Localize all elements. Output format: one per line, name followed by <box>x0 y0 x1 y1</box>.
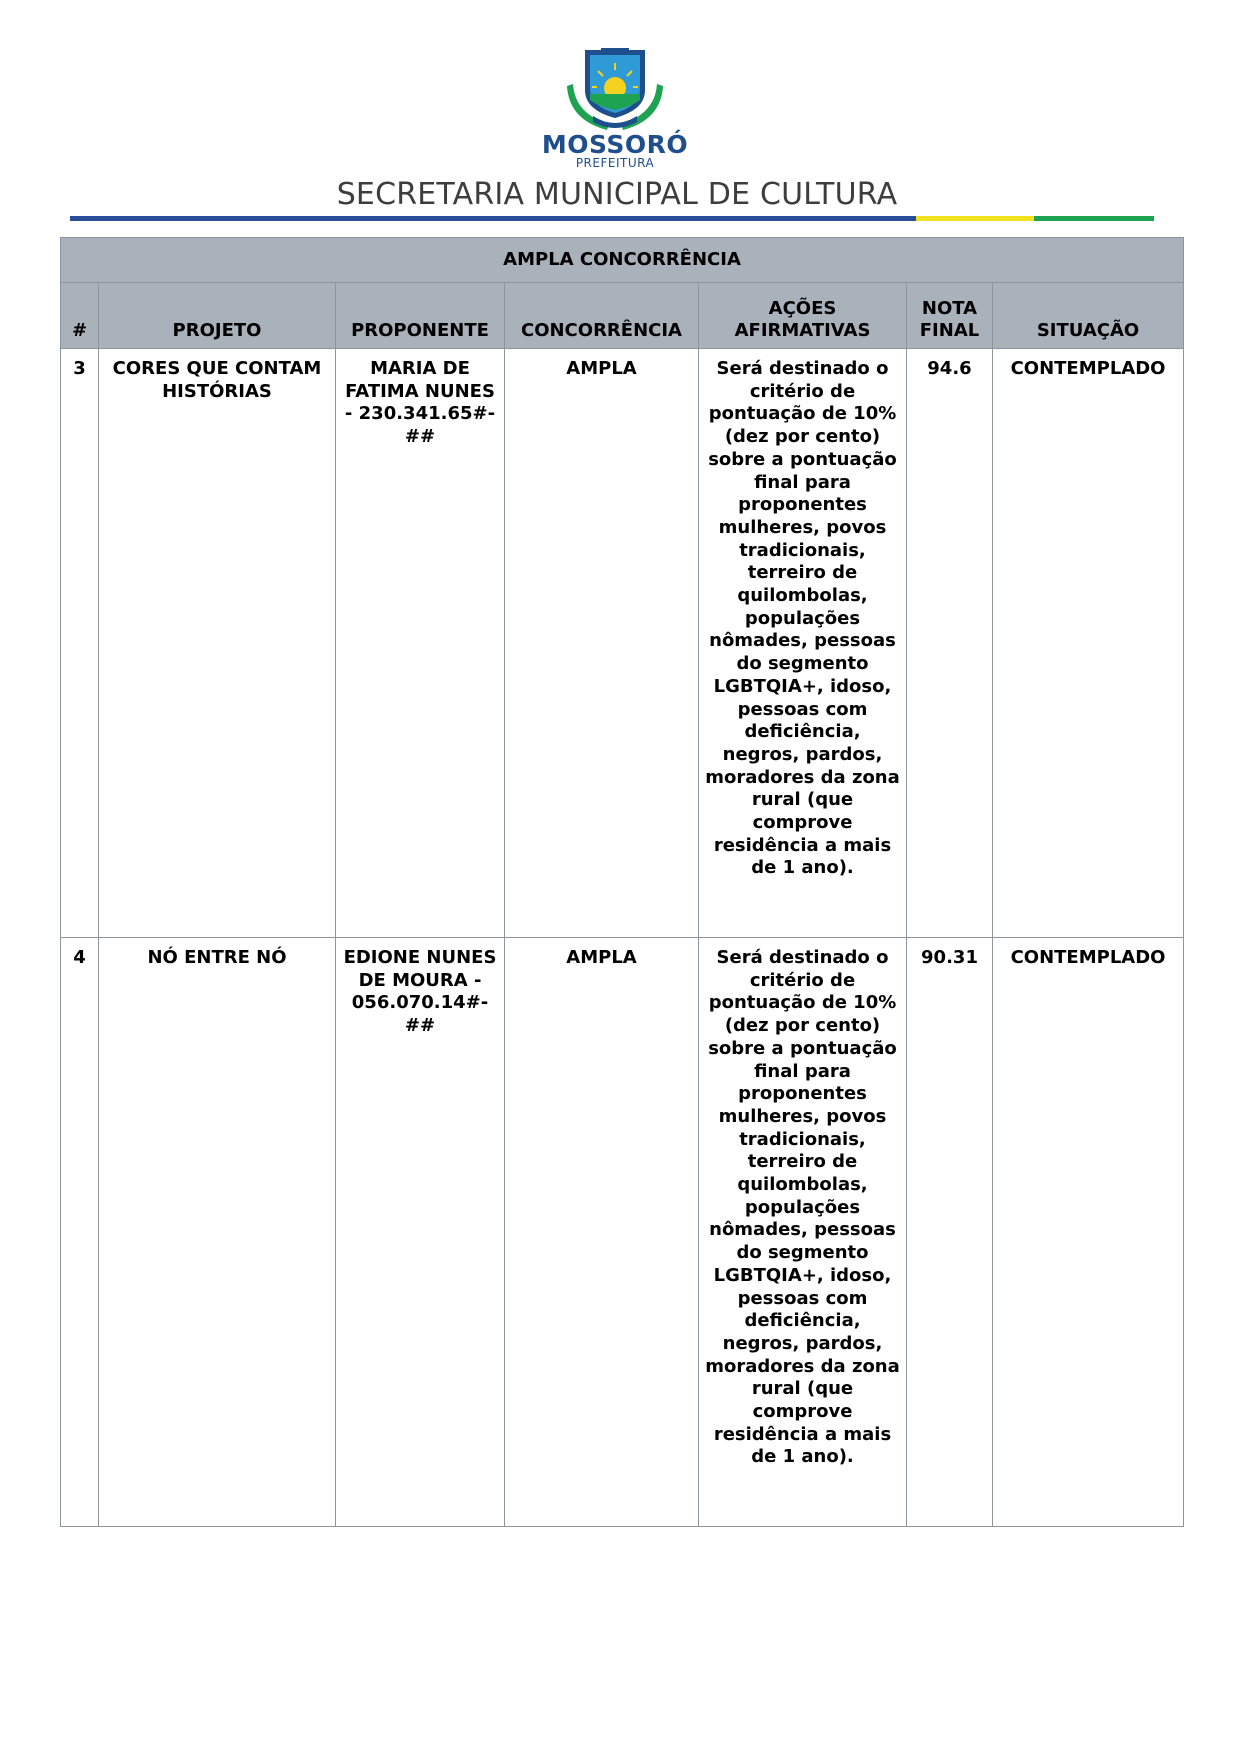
header-stripe-green <box>1034 216 1154 221</box>
table-header-row <box>61 283 1184 349</box>
affirmative-actions: Será destinado o critério de pontuação de 10% (dez por cento) sobre a pontuação final para proponentes mulheres, povos tradicionais, terreiro de quilombolas, populações nômades, pessoas do segmento LGBTQIA+, idoso, pessoas com deficiência, negros, pardos, moradores da zona rural (que comprove residência a mais de 1 ano). <box>699 938 907 1527</box>
brand-name: MOSSORÓ <box>541 130 689 159</box>
column-header-proponente: PROPONENTE <box>336 283 505 349</box>
competition-type: AMPLA <box>505 349 699 938</box>
competition-type: AMPLA <box>505 938 699 1527</box>
column-header-acoes-afirmativas: AÇÕES AFIRMATIVAS <box>699 283 907 349</box>
header-stripe-blue <box>70 216 916 221</box>
letterhead <box>0 0 1240 230</box>
final-score: 90.31 <box>907 938 993 1527</box>
row-number: 4 <box>61 938 99 1527</box>
project-name: CORES QUE CONTAM HISTÓRIAS <box>99 349 336 938</box>
affirmative-actions: Será destinado o critério de pontuação de 10% (dez por cento) sobre a pontuação final para proponentes mulheres, povos tradicionais, terreiro de quilombolas, populações nômades, pessoas do segmento LGBTQIA+, idoso, pessoas com deficiência, negros, pardos, moradores da zona rural (que comprove residência a mais de 1 ano). <box>699 349 907 938</box>
table-title: AMPLA CONCORRÊNCIA <box>61 238 1184 283</box>
column-header-number: # <box>61 283 99 349</box>
final-score: 94.6 <box>907 349 993 938</box>
table-row <box>61 349 1184 938</box>
project-name: NÓ ENTRE NÓ <box>99 938 336 1527</box>
results-table <box>60 237 1184 1527</box>
status: CONTEMPLADO <box>993 349 1184 938</box>
status: CONTEMPLADO <box>993 938 1184 1527</box>
proponent: MARIA DE FATIMA NUNES - 230.341.65#-## <box>336 349 505 938</box>
proponent: EDIONE NUNES DE MOURA - 056.070.14#-## <box>336 938 505 1527</box>
column-header-situacao: SITUAÇÃO <box>993 283 1184 349</box>
column-header-nota-final: NOTA FINAL <box>907 283 993 349</box>
header-stripe-yellow <box>916 216 1034 221</box>
row-number: 3 <box>61 349 99 938</box>
table-row <box>61 938 1184 1527</box>
department-title: SECRETARIA MUNICIPAL DE CULTURA <box>336 177 898 212</box>
brand-subtitle: PREFEITURA <box>575 156 655 170</box>
column-header-projeto: PROJETO <box>99 283 336 349</box>
column-header-concorrencia: CONCORRÊNCIA <box>505 283 699 349</box>
mossoro-coat-of-arms-icon <box>563 44 667 132</box>
